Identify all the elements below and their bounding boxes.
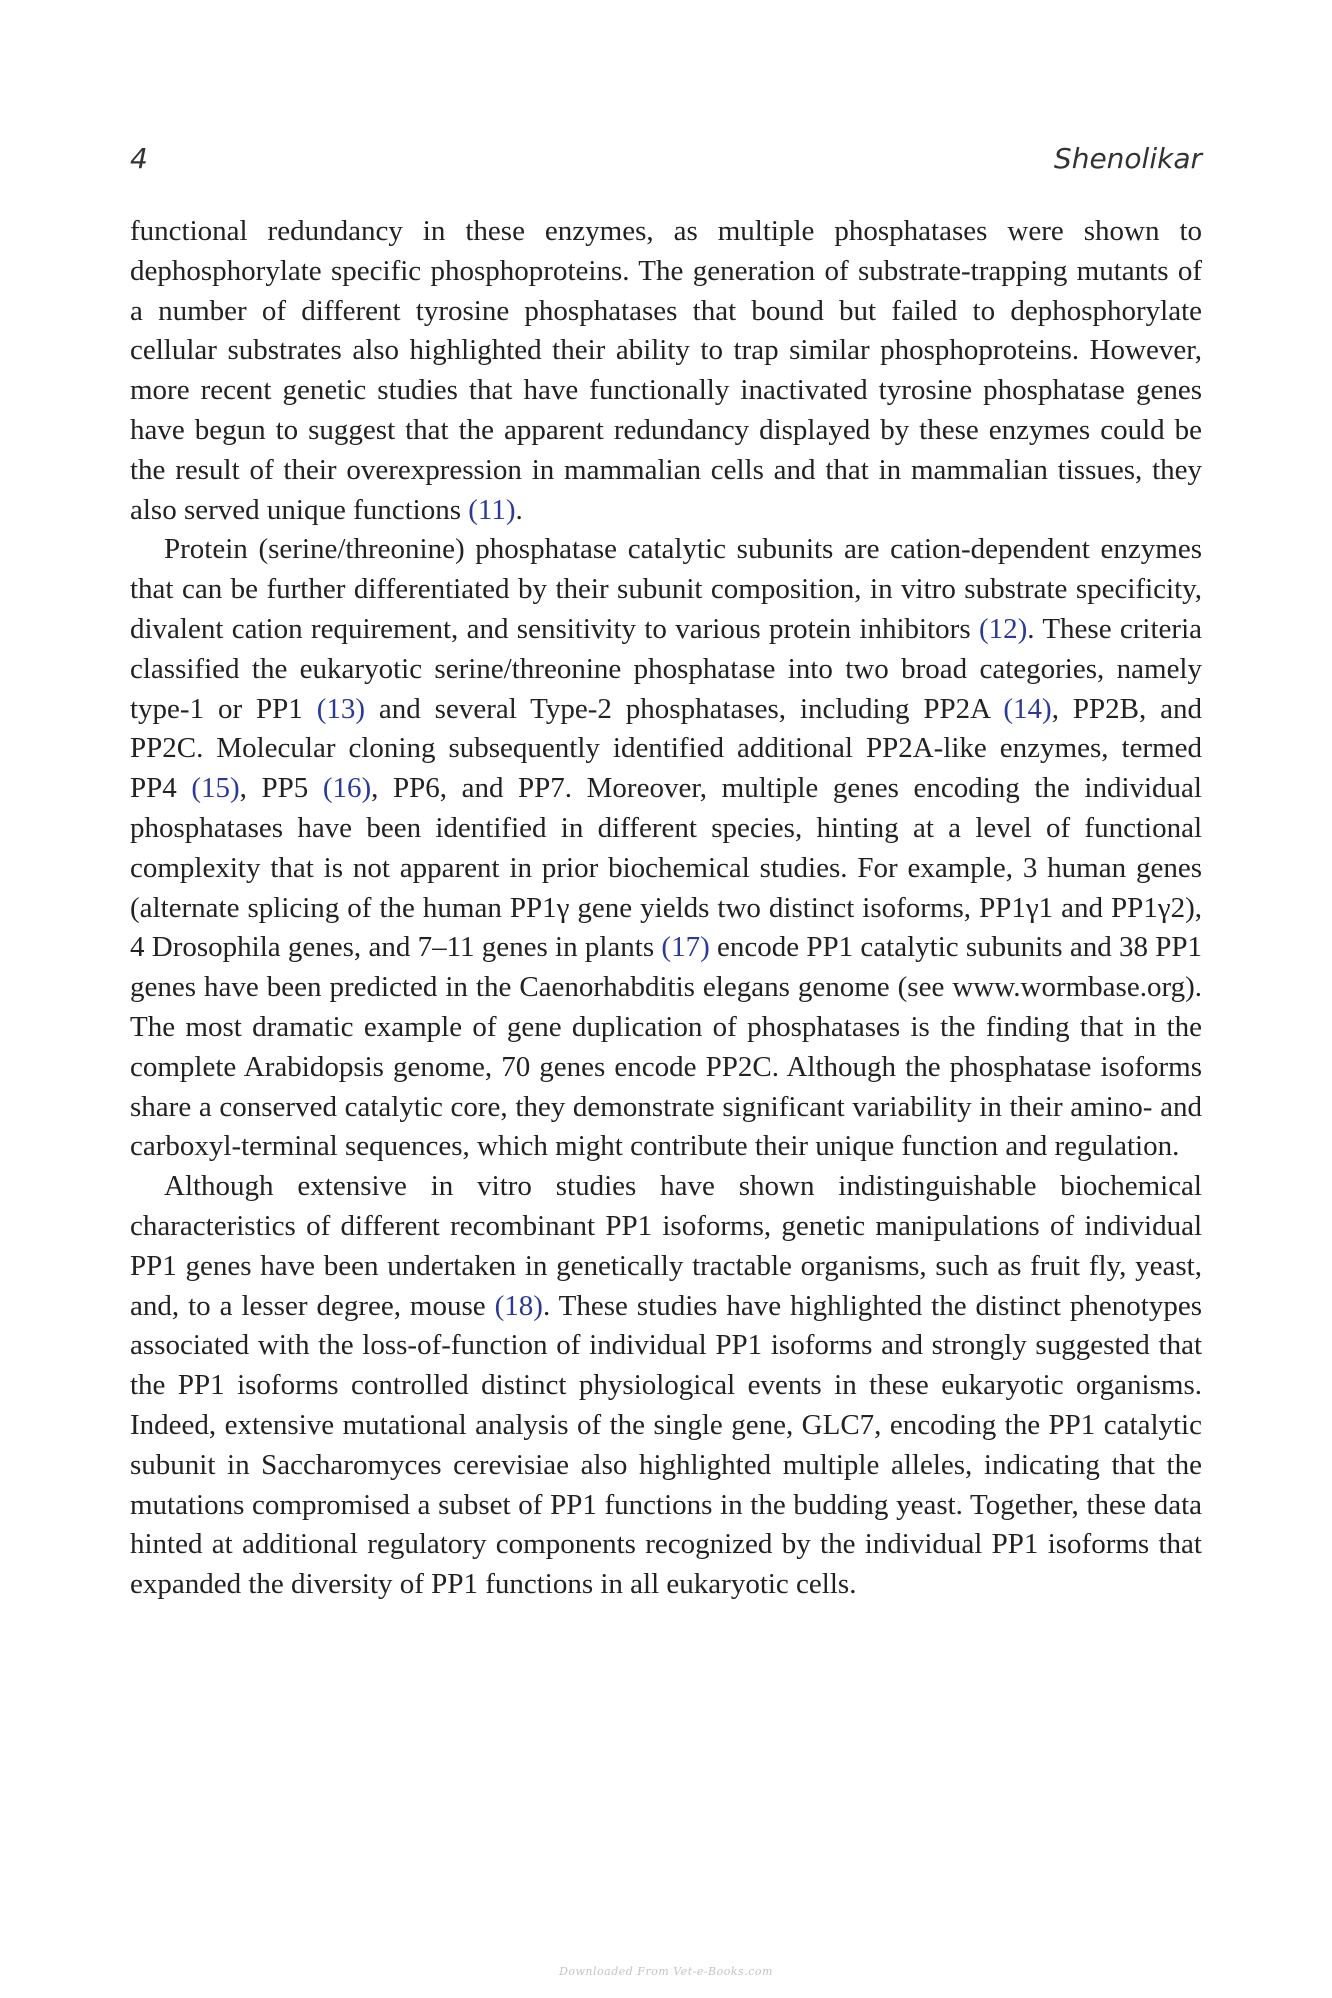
citation-link[interactable]: (15) <box>191 772 240 805</box>
paragraph-text: , PP2B, and PP2C. Molecular cloning subsequently identified additional PP2A-like enzymes, termed PP4 <box>130 692 1202 805</box>
paragraph <box>130 530 1202 1167</box>
paragraph-text: . These studies have highlighted the distinct phenotypes associated with the loss-of-function of individual PP1 isoforms and strongly suggested that the PP1 isoforms controlled distinct physiological events in these eukaryotic organisms. Indeed, extensive mutational analysis of the single gene, GLC7, encoding the PP1 catalytic subunit in Saccharomyces cerevisiae also highlighted multiple alleles, indicating that the mutations compromised a subset of PP1 functions in the budding yeast. Together, these data hinted at additional regulatory components recognized by the individual PP1 isoforms that expanded the diversity of PP1 functions in all eukaryotic cells. <box>130 1289 1202 1601</box>
citation-link[interactable]: (16) <box>322 772 372 805</box>
page-number: 4 <box>130 142 148 175</box>
running-head <box>130 142 1202 182</box>
paragraph <box>130 212 1202 530</box>
citation-link[interactable]: (13) <box>316 692 366 725</box>
paragraph-text: and several Type-2 phosphatases, including PP2A <box>365 692 1004 725</box>
paragraph-text: functional redundancy in these enzymes, as multiple phosphatases were shown to dephosphorylate specific phosphoproteins. The generation of substrate-trapping mutants of a number of different tyrosine phosphatases that bound but failed to dephosphorylate cellular substrates also highlighted their ability to trap similar phosphoproteins. However, more recent genetic studies that have functionally inactivated tyrosine phosphatase genes have begun to suggest that the apparent redundancy displayed by these enzymes could be the result of their overexpression in mammalian cells and that in mammalian tissues, they also served unique functions <box>130 215 1202 526</box>
citation-link[interactable]: (14) <box>1003 692 1052 725</box>
paragraph-text: , PP5 <box>239 772 323 805</box>
paragraph-text: Although extensive in vitro studies have shown indistinguishable biochemical characteristics of different recombinant PP1 isoforms, genetic manipulations of individual PP1 genes have been undertaken in genetically tractable organisms, such as fruit fly, yeast, and, to a lesser degree, mouse <box>130 1170 1202 1322</box>
citation-link[interactable]: (12) <box>978 612 1028 645</box>
citation-link[interactable]: (18) <box>494 1289 543 1322</box>
running-head-author: Shenolikar <box>1053 142 1202 175</box>
paragraph-text: Protein (serine/threonine) phosphatase catalytic subunits are cation-dependent enzymes that can be further differentiated by their subunit composition, in vitro substrate specificity, divalent cation requirement, and sensitivity to various protein inhibitors <box>130 533 1202 645</box>
citation-link[interactable]: (11) <box>468 493 516 526</box>
download-watermark: Downloaded From Vet-e-Books.com <box>559 1965 773 1978</box>
paragraph <box>130 1167 1202 1605</box>
book-page <box>130 142 1202 1605</box>
paragraph-text: encode PP1 catalytic subunits and 38 PP1 genes have been predicted in the Caenorhabditis elegans genome (see www.wormbase.org). The most dramatic example of gene duplication of phosphatases is the finding that in the complete Arabidopsis genome, 70 genes encode PP2C. Although the phosphatase isoforms share a conserved catalytic core, they demonstrate significant variability in their amino- and carboxyl-terminal sequences, which might contribute their unique function and regulation. <box>130 931 1202 1163</box>
paragraph-text: , PP6, and PP7. Moreover, multiple genes encoding the individual phosphatases have been identified in different species, hinting at a level of functional complexity that is not apparent in prior biochemical studies. For example, 3 human genes (alternate splicing of the human PP1γ gene yields two distinct isoforms, PP1γ1 and PP1γ2), 4 Drosophila genes, and 7–11 genes in plants <box>130 772 1202 964</box>
paragraph-text: . <box>515 493 523 526</box>
body-text <box>130 212 1202 1605</box>
citation-link[interactable]: (17) <box>661 931 710 964</box>
paragraph-text: . These criteria classified the eukaryotic serine/threonine phosphatase into two broad categories, namely type-1 or PP1 <box>130 612 1202 725</box>
